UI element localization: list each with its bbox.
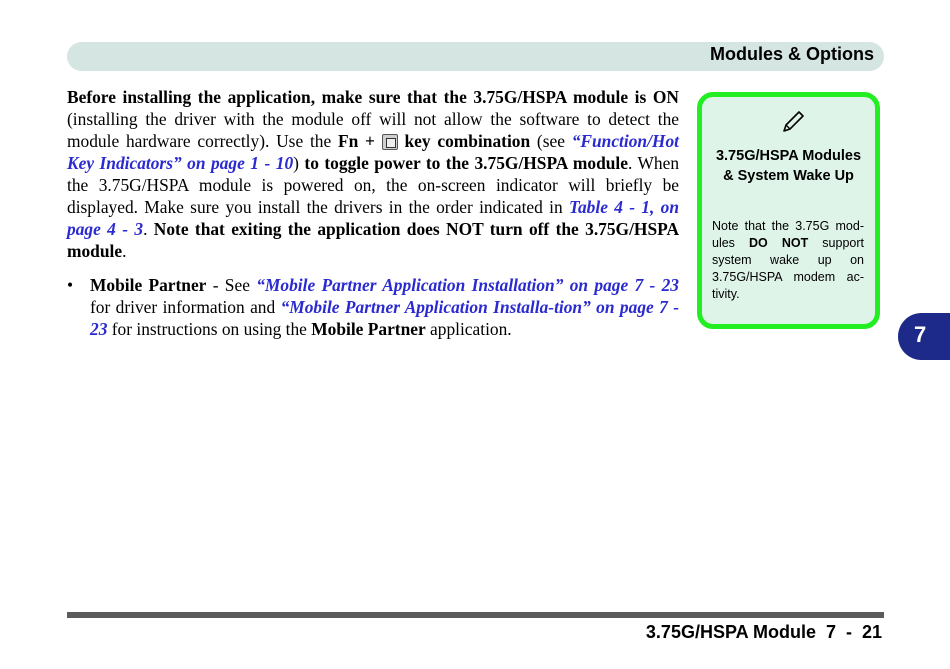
warning-bold-text: Before installing the application, make sure that the 3.75G/HSPA module is ON <box>67 87 679 107</box>
note-emphasis: DO NOT <box>749 236 809 250</box>
page-section-title: Modules & Options <box>710 44 874 64</box>
footer-divider <box>67 612 884 618</box>
end-period: . <box>122 241 127 261</box>
see-text: (see <box>530 131 572 151</box>
main-content <box>67 86 679 340</box>
footer-page-label: 3.75G/HSPA Module 7 - 21 <box>645 622 882 642</box>
intro-paragraph <box>67 86 679 262</box>
sidebox-title: 3.75G/HSPA Modules & System Wake Up <box>715 148 862 184</box>
mobile-partner-label: Mobile Partner <box>90 275 207 295</box>
period-text: . <box>143 219 154 239</box>
toggle-power-text: to toggle power to the 3.75G/HSPA module <box>304 153 628 173</box>
mobile-partner-install-link-2[interactable]: “Mobile Partner Application Installa-tion” on page 7 - 23 <box>90 297 679 339</box>
bullet-text: for instructions on using the <box>107 319 312 339</box>
bullet-text: - See <box>206 275 257 295</box>
function-hot-key-link[interactable]: “Function/Hot Key Indicators” on page 1 - 10 <box>67 131 679 173</box>
pen-icon <box>780 109 806 135</box>
table-4-1-link[interactable]: Table 4 - 1, on page 4 - 3 <box>67 197 679 239</box>
sidebox-note <box>712 218 864 303</box>
key-combination-text: key combination <box>397 131 531 151</box>
bullet-text: for driver information and <box>90 297 281 317</box>
mobile-partner-install-link[interactable]: “Mobile Partner Application Installation” on page 7 - 23 <box>256 275 679 295</box>
list-item <box>67 274 679 340</box>
note-text: Note that the 3.75G mod-ules <box>712 219 864 250</box>
mobile-partner-app-name: Mobile Partner <box>311 319 426 339</box>
keyboard-key-icon <box>382 134 398 150</box>
paren-text: ) <box>293 153 305 173</box>
note-sidebox <box>697 92 880 329</box>
bullet-list <box>67 274 679 340</box>
indicator-text: . When the 3.75G/HSPA module is powered on, the on-screen indicator will briefly be displayed. Make sure you install the drivers in the order indicated in <box>67 153 680 217</box>
note-text: support system wake up on 3.75G/HSPA modem ac-tivity. <box>712 236 865 301</box>
chapter-number: 7 <box>914 322 927 347</box>
fn-key-text: Fn + <box>337 131 382 151</box>
exit-note-text: Note that exiting the application does NOT turn off the 3.75G/HSPA module <box>67 219 680 261</box>
intro-text: (installing the driver with the module off will not allow the software to detect the module hardware correctly). Use the <box>67 109 679 151</box>
bullet-text: application. <box>425 319 512 339</box>
bullet-icon: • <box>67 275 74 295</box>
